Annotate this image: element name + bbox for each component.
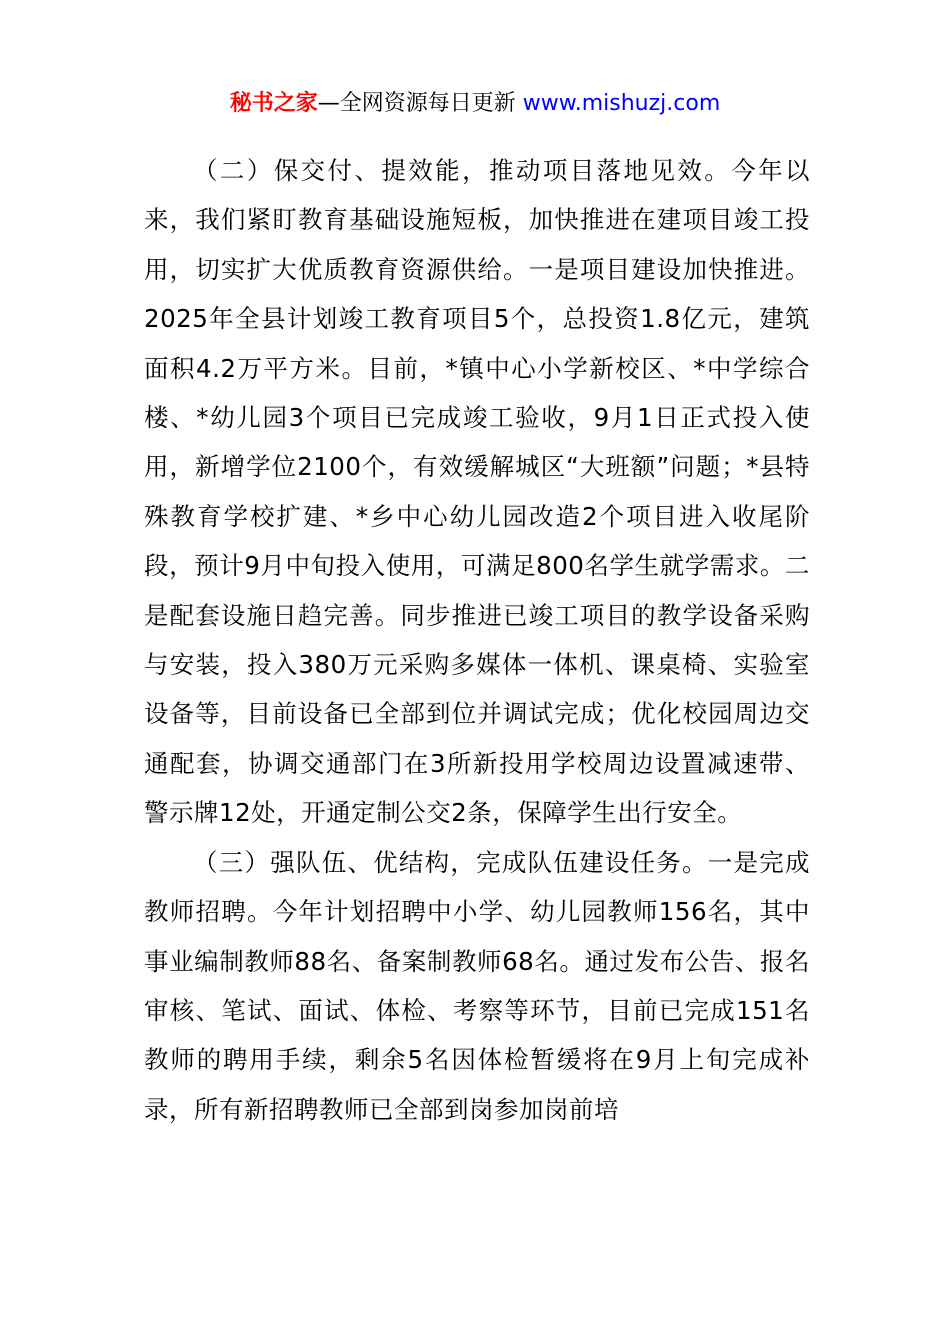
website-link[interactable]: www.mishuzj.com <box>522 91 721 116</box>
paragraph-team-building: （三）强队伍、优结构，完成队伍建设任务。一是完成教师招聘。今年计划招聘中小学、幼儿园教师156名，其中事业编制教师88名、备案制教师68名。通过发布公告、报名审核、笔试、面试、体检、考察等环节，目前已完成151名教师的聘用手续，剩余5名因体检暂缓将在9月上旬完成补录，所有新招聘教师已全部到岗参加岗前培 <box>144 847 810 1124</box>
paragraph-project-delivery: （二）保交付、提效能，推动项目落地见效。今年以来，我们紧盯教育基础设施短板，加快推进在建项目竣工投用，切实扩大优质教育资源供给。一是项目建设加快推进。2025年全县计划竣工教育项目5个，总投资1.8亿元，建筑面积4.2万平方米。目前，*镇中心小学新校区、*中学综合楼、*幼儿园3个项目已完成竣工验收，9月1日正式投入使用，新增学位2100个，有效缓解城区“大班额”问题；*县特殊教育学校扩建、*乡中心幼儿园改造2个项目进入收尾阶段，预计9月中旬投入使用，可满足800名学生就学需求。二是配套设施日趋完善。同步推进已竣工项目的教学设备采购与安装，投入380万元采购多媒体一体机、课桌椅、实验室设备等，目前设备已全部到位并调试完成；优化校园周边交通配套，协调交通部门在3所新投用学校周边设置减速带、警示牌12处，开通定制公交2条，保障学生出行安全。 <box>144 156 810 828</box>
header-tagline: —全网资源每日更新 <box>317 91 523 116</box>
page-header <box>0 88 950 120</box>
document-body <box>144 146 810 1134</box>
brand-name: 秘书之家 <box>229 91 318 116</box>
